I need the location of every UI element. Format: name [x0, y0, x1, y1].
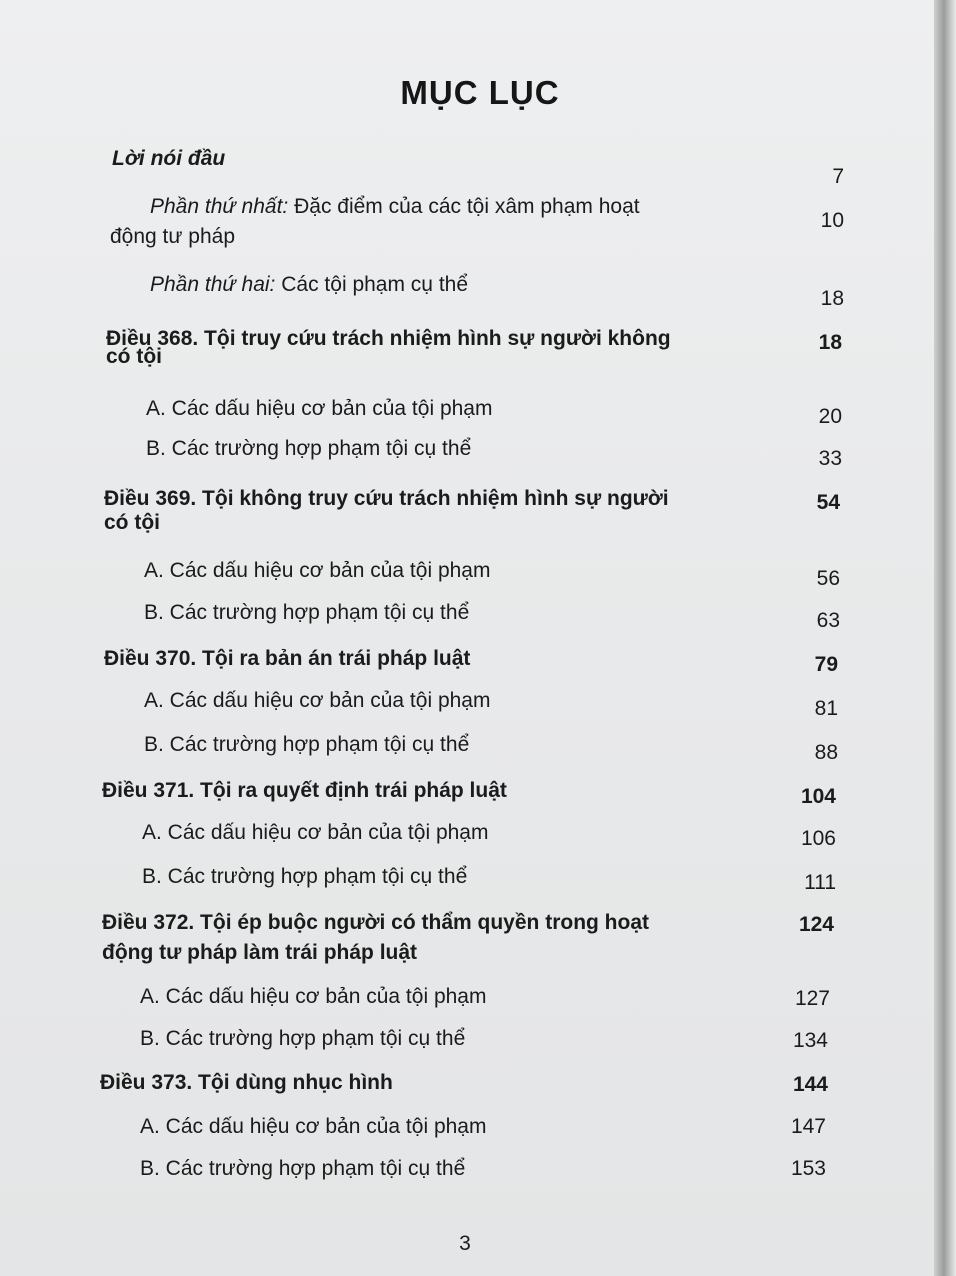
toc-page-370-b: 88 [814, 741, 838, 764]
toc-page-part-two: 18 [820, 287, 844, 310]
part-one-prefix: Phần thứ nhất: [150, 195, 289, 218]
toc-page-368-b: 33 [818, 447, 842, 470]
toc-entry-article-369: Điều 369. Tội không truy cứu trách nhiệm hình sự người [104, 487, 669, 510]
toc-page-368-a: 20 [818, 405, 842, 428]
toc-subentry-372-a: A. Các dấu hiệu cơ bản của tội phạm [140, 985, 487, 1008]
toc-entry-article-372-line2: động tư pháp làm trái pháp luật [102, 941, 418, 964]
toc-entry-article-369-line2: có tội [104, 511, 160, 534]
toc-entry-part-one-line2: động tư pháp [110, 225, 235, 248]
toc-page-373-a: 147 [790, 1115, 826, 1138]
toc-entry-part-two [150, 272, 468, 298]
part-two-prefix: Phần thứ hai: [150, 273, 276, 296]
toc-subentry-369-b: B. Các trường hợp phạm tội cụ thể [144, 601, 470, 624]
toc-page-article-370: 79 [814, 653, 838, 676]
toc-page-369-a: 56 [816, 567, 840, 590]
toc-entry-foreword: Lời nói đầu [112, 147, 226, 170]
toc-page-article-368: 18 [818, 331, 842, 354]
toc-page-369-b: 63 [816, 609, 840, 632]
toc-entry-article-368-line2: có tội [106, 345, 162, 368]
toc-page-article-369: 54 [816, 491, 840, 514]
toc-entry-article-370: Điều 370. Tội ra bản án trái pháp luật [104, 647, 471, 670]
toc-entry-article-372: Điều 372. Tội ép buộc người có thẩm quyền trong hoạt [102, 911, 650, 934]
toc-page-article-371: 104 [800, 785, 836, 808]
toc-page-372-a: 127 [794, 987, 830, 1010]
toc-subentry-373-b: B. Các trường hợp phạm tội cụ thể [140, 1157, 466, 1180]
toc-entry-article-371: Điều 371. Tội ra quyết định trái pháp luật [102, 779, 507, 802]
toc-page-371-b: 111 [804, 871, 836, 894]
page-title: MỤC LỤC [400, 74, 560, 111]
toc-page-foreword: 7 [832, 165, 844, 188]
toc-subentry-370-a: A. Các dấu hiệu cơ bản của tội phạm [144, 689, 491, 712]
toc-subentry-370-b: B. Các trường hợp phạm tội cụ thể [144, 733, 470, 756]
toc-page-370-a: 81 [814, 697, 838, 720]
toc-page-part-one: 10 [820, 209, 844, 232]
toc-subentry-371-b: B. Các trường hợp phạm tội cụ thể [142, 865, 468, 888]
toc-subentry-372-b: B. Các trường hợp phạm tội cụ thể [140, 1027, 466, 1050]
part-two-title: Các tội phạm cụ thể [281, 273, 469, 296]
toc-page-371-a: 106 [800, 827, 836, 850]
toc-subentry-368-b: B. Các trường hợp phạm tội cụ thể [146, 437, 472, 460]
toc-page-article-373: 144 [792, 1073, 828, 1096]
toc-subentry-371-a: A. Các dấu hiệu cơ bản của tội phạm [142, 821, 489, 844]
toc-entry-part-one [150, 194, 640, 220]
toc-page-373-b: 153 [790, 1157, 826, 1180]
toc-page-article-372: 124 [798, 913, 834, 936]
toc-page-372-b: 134 [792, 1029, 828, 1052]
part-one-title: Đặc điểm của các tội xâm phạm hoạt [294, 195, 640, 218]
page-number: 3 [459, 1232, 471, 1255]
toc-entry-article-373: Điều 373. Tội dùng nhục hình [100, 1071, 393, 1094]
toc-subentry-369-a: A. Các dấu hiệu cơ bản của tội phạm [144, 559, 491, 582]
toc-subentry-368-a: A. Các dấu hiệu cơ bản của tội phạm [146, 397, 493, 420]
toc-subentry-373-a: A. Các dấu hiệu cơ bản của tội phạm [140, 1115, 487, 1138]
toc-entry-article-368: Điều 368. Tội truy cứu trách nhiệm hình sự người không [106, 327, 671, 350]
book-spine-edge [934, 0, 956, 1276]
